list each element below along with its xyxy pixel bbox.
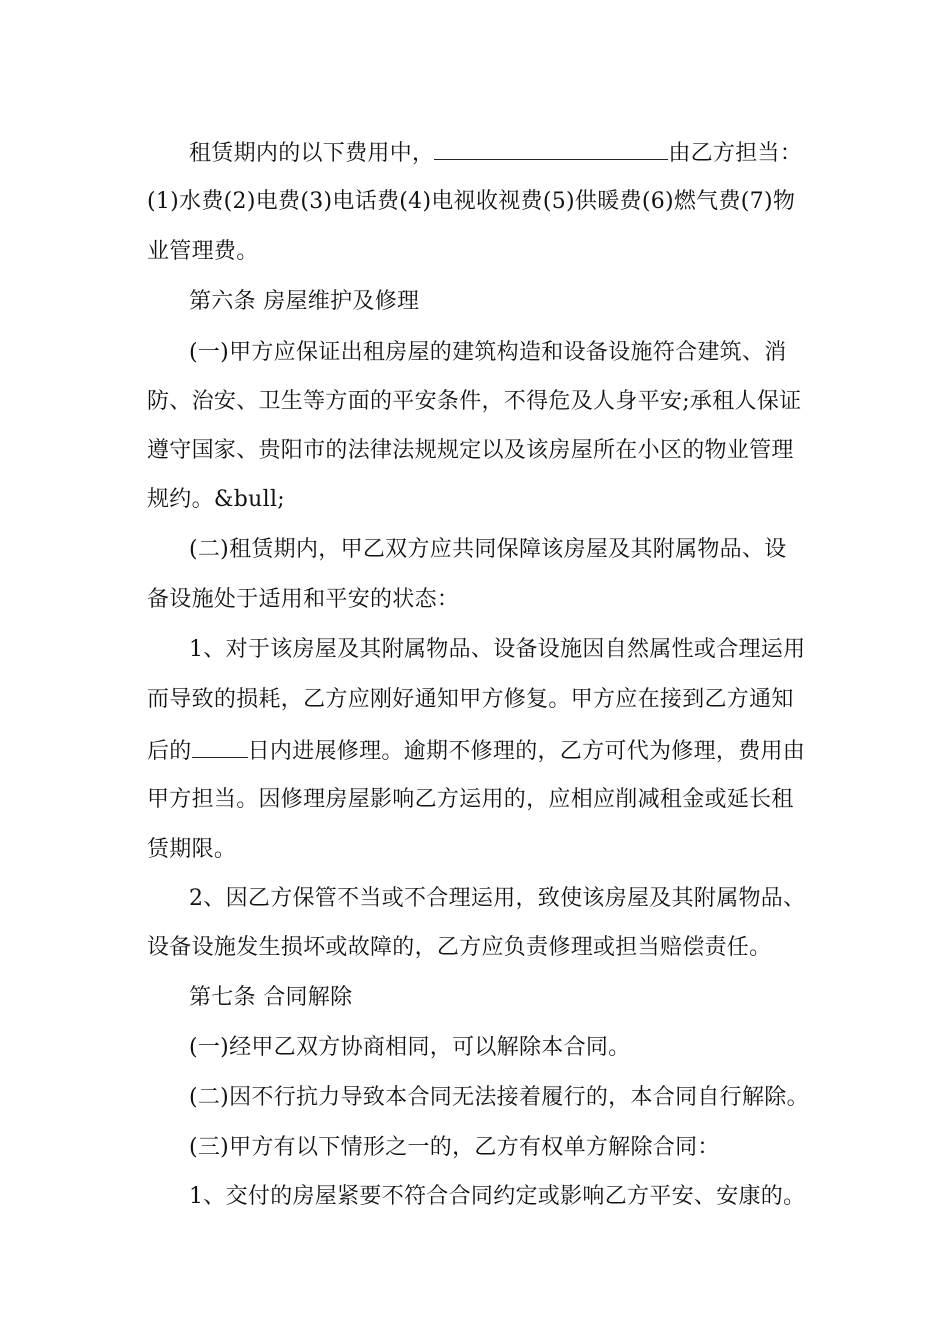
text-line: 甲方担当。因修理房屋影响乙方运用的，应相应削减租金或延长租	[147, 787, 794, 812]
section-heading-article-7: 第七条 合同解除	[189, 985, 353, 1010]
text-line: (一)甲方应保证出租房屋的建筑构造和设备设施符合建筑、消	[189, 340, 787, 365]
text-line: (三)甲方有以下情形之一的，乙方有权单方解除合同：	[189, 1135, 720, 1160]
text-line: 1、对于该房屋及其附属物品、设备设施因自然属性或合理运用	[189, 637, 806, 662]
text-line: (二)因不行抗力导致本合同无法接着履行的，本合同自行解除。	[189, 1085, 809, 1110]
text-line: 备设施处于适用和平安的状态：	[147, 587, 460, 612]
text-line: 而导致的损耗，乙方应刚好通知甲方修复。甲方应在接到乙方通知	[147, 687, 794, 712]
text-segment: 租赁期内的以下费用中，	[189, 141, 435, 166]
text-line: (一)经甲乙双方协商相同，可以解除本合同。	[189, 1035, 631, 1060]
text-line: (二)租赁期内，甲乙双方应共同保障该房屋及其附属物品、设	[189, 537, 787, 562]
section-heading-article-6: 第六条 房屋维护及修理	[189, 289, 420, 314]
text-line: 赁期限。	[147, 837, 237, 862]
text-line: 遵守国家、贵阳市的法律法规规定以及该房屋所在小区的物业管理	[147, 438, 794, 463]
text-line: 1、交付的房屋紧要不符合合同约定或影响乙方平安、安康的。	[189, 1184, 806, 1209]
text-line: 防、治安、卫生等方面的平安条件，不得危及人身平安;承租人保证	[147, 389, 802, 414]
paragraph-fee-intro	[189, 137, 859, 169]
text-line: 2、因乙方保管不当或不合理运用，致使该房屋及其附属物品、	[189, 886, 806, 911]
text-segment: 日内进展修理。逾期不修理的，乙方可代为修理，费用由	[247, 739, 806, 764]
text-line: 规约。&bull;	[147, 487, 286, 512]
text-line: (1)水费(2)电费(3)电话费(4)电视收视费(5)供暖费(6)燃气费(7)物	[147, 189, 796, 214]
text-segment: 由乙方担当：	[668, 141, 803, 166]
paragraph-repair-days	[147, 735, 817, 767]
text-line: 业管理费。	[147, 239, 259, 264]
fill-in-blank	[192, 735, 248, 758]
text-line: 设备设施发生损坏或故障的，乙方应负责修理或担当赔偿责任。	[147, 935, 772, 960]
fill-in-blank	[434, 137, 668, 160]
text-segment: 后的	[147, 739, 192, 764]
